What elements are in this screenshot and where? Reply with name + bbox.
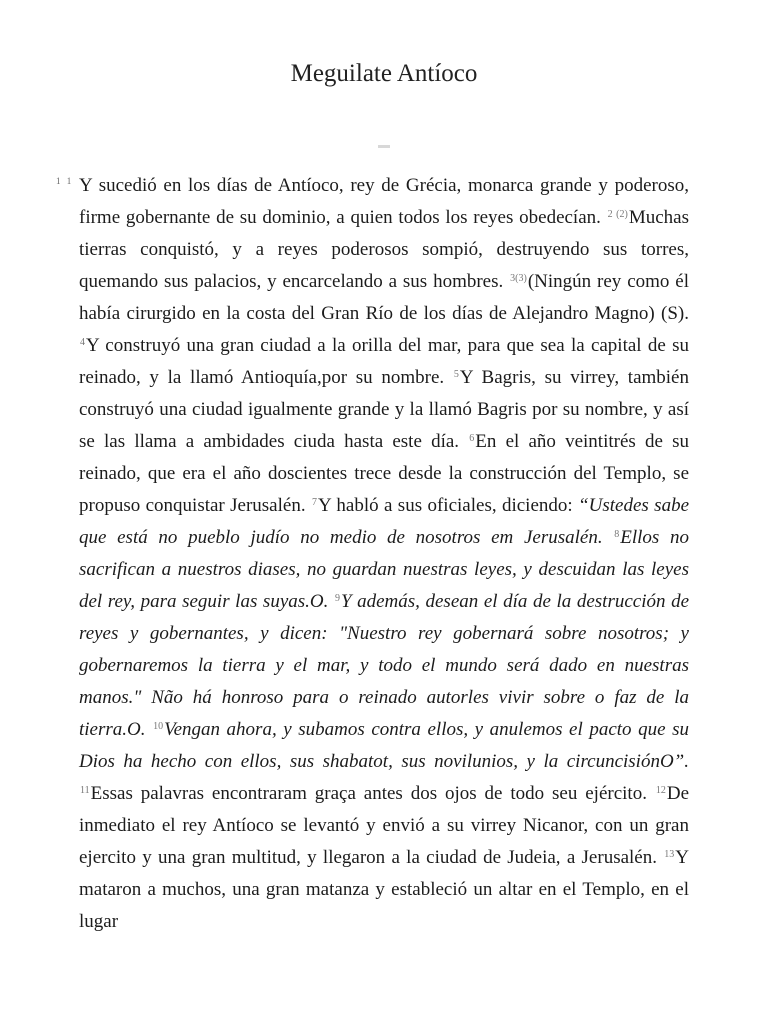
- passage-segment: Muchas tierras conquistó, y a reyes poderosos sompió, destruyendo sus torres, quemando sus palacios, y encarcelando a sus hombres.: [79, 207, 689, 292]
- footnote-marker: 11: [80, 785, 90, 796]
- quoted-speech: Ellos no sacrifican a nuestros diases, no guardan nuestras leyes, y descuidan las leyes del rey, para seguir las suyas.O.: [79, 527, 690, 612]
- footnote-marker: 6: [469, 433, 475, 444]
- document-title: Meguilate Antíoco: [290, 60, 478, 87]
- footnote-marker: 13: [664, 849, 675, 860]
- passage-segment: Y sucedió en los días de Antíoco, rey de Grécia, monarca grande y poderoso, firme gobernante de su dominio, a quien todos los reyes obedecían.: [79, 175, 689, 228]
- passage-segment: En el año veintitrés de su reinado, que era el año doscientes trece desde la construcción del Templo, se propuso conquistar Jerusalén.: [79, 431, 690, 516]
- quoted-speech: Vengan ahora, y subamos contra ellos, y anulemos el pacto que su Dios ha hecho con ellos, sus shabatot, sus novilunios, y la circuncisiónO”.: [79, 719, 689, 772]
- footnote-marker: 3(3): [510, 273, 527, 284]
- passage-segment: Essas palavras encontraram graça antes dos ojos de todo seu ejército.: [90, 783, 647, 804]
- passage-segment: Y construyó una gran ciudad a la orilla del mar, para que sea la capital de su reinado, y la llamó Antioquía,por su nombre.: [79, 335, 689, 388]
- footnote-marker: 7: [311, 497, 317, 508]
- passage-text: [79, 170, 689, 938]
- footnote-marker: 9: [334, 593, 340, 604]
- footnote-marker: 5: [453, 369, 459, 380]
- verse-reference: 1 1: [56, 176, 74, 186]
- passage-segment: Y mataron a muchos, una gran matanza y estableció un altar en el Templo, en el lugar: [79, 847, 689, 932]
- footnote-marker: 8: [614, 529, 620, 540]
- passage-segment: De inmediato el rey Antíoco se levantó y envió a su virrey Nicanor, con un gran ejercito y una gran multitud, y llegaron a la ciudad de Judeia, a Jerusalén.: [79, 783, 690, 868]
- footnote-marker: 10: [153, 721, 164, 732]
- passage-segment: Y habló a sus oficiales, diciendo:: [317, 495, 579, 516]
- section-divider: [378, 145, 390, 148]
- footnote-marker: 2 (2): [607, 209, 628, 220]
- footnote-marker: 12: [655, 785, 666, 796]
- footnote-marker: 4: [80, 337, 85, 348]
- quoted-speech: Y además, desean el día de la destrucción de reyes y gobernantes, y dicen: "Nuestro rey gobernará sobre nosotros; y gobernaremos la tierra y el mar, y todo el mundo será dado en nuestras manos." Não há honroso para o reinado autorles vivir sobre o faz de la tierra.O.: [79, 591, 690, 740]
- quoted-speech: “Ustedes sabe que está no pueblo judío no medio de nosotros em Jerusalén.: [79, 495, 689, 548]
- passage-segment: (Ningún rey como él había cirurgido en la costa del Gran Río de los días de Alejandro Magno) (S).: [79, 271, 690, 324]
- passage-segment: Y Bagris, su virrey, también construyó una ciudad igualmente grande y la llamó Bagris por su nombre, y así se las llama a ambidades ciuda hasta este día.: [79, 367, 689, 452]
